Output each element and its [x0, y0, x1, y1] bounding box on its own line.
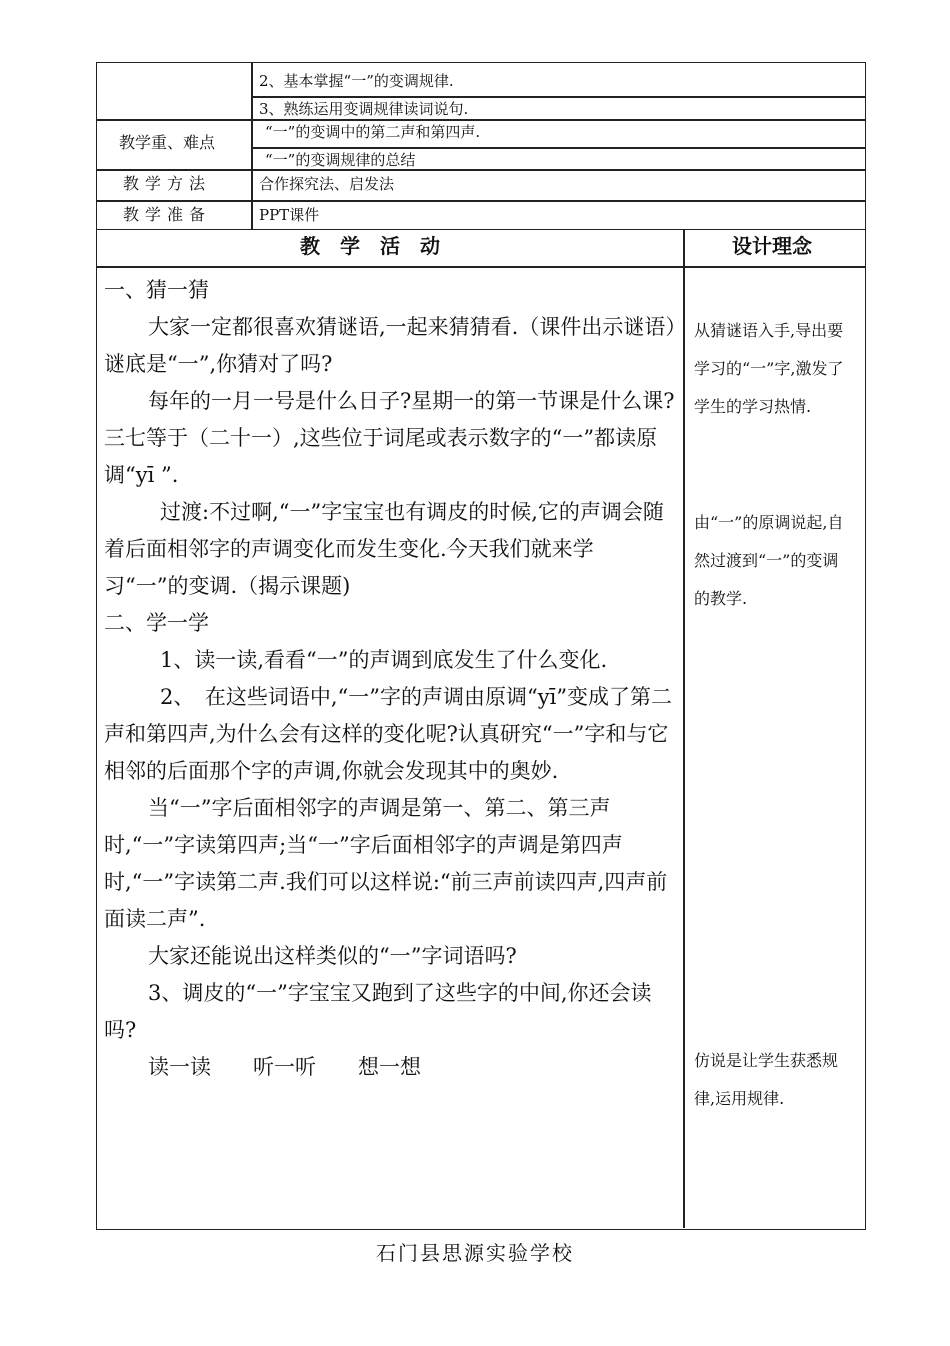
info-column-divider [251, 63, 253, 229]
rationale-note-text: 从猜谜语入手,导出要学习的“一”字,激发了学生的学习热情. [694, 321, 844, 416]
paragraph-activities: 读一读 听一听 想一想 [148, 1055, 421, 1079]
activity-header-divider [97, 266, 865, 268]
key-point-line-2: “一”的变调规律的总结 [265, 151, 416, 169]
goal-line-3: 3、熟练运用变调规律读词说句. [259, 100, 469, 118]
info-row-divider [97, 200, 865, 202]
paragraph-transition: 过渡:不过啊,“一”字宝宝也有调皮的时候,它的声调会随着后面相邻字的声调变化而发生变化.今天我们就来学习“一”的变调.（揭示课题) [104, 500, 664, 598]
section-heading-guess: 一、猜一猜 [104, 278, 209, 302]
paragraph-riddle: 大家一定都很喜欢猜谜语,一起来猜猜看.（课件出示谜语）谜底是“一”,你猜对了吗? [104, 315, 676, 376]
info-row-divider [252, 96, 865, 98]
rationale-note-1 [694, 312, 854, 426]
paragraph-examples: 大家还能说出这样类似的“一”字词语吗? [148, 944, 517, 968]
paragraph-original-tone: 每年的一月一号是什么日子?星期一的第一节课是什么课?三七等于（二十一）,这些位于词尾或表示数字的“一”都读原调“yī ”. [104, 389, 675, 487]
rationale-note-3 [694, 1042, 854, 1118]
rationale-header: 设计理念 [732, 234, 812, 258]
info-row-divider [97, 119, 865, 121]
paragraph-study: 2、 在这些词语中,“一”字的声调由原调“yī”变成了第二声和第四声,为什么会有这样的变化呢?认真研究“一”字和与它相邻的后面那个字的声调,你就会发现其中的奥妙. [104, 685, 673, 783]
prep-value: PPT课件 [259, 206, 320, 224]
section-heading-learn: 二、学一学 [104, 611, 209, 635]
info-row-divider [97, 169, 865, 171]
paragraph-read: 1、读一读,看看“一”的声调到底发生了什么变化. [160, 648, 608, 672]
lesson-info-table [96, 62, 866, 230]
prep-label: 教学准备 [123, 205, 212, 224]
method-label: 教学方法 [123, 174, 212, 193]
activity-content [104, 272, 676, 1086]
rationale-note-text: 仿说是让学生获悉规律,运用规律. [694, 1051, 839, 1108]
school-footer: 石门县思源实验学校 [376, 1241, 574, 1265]
paragraph-rule: 当“一”字后面相邻字的声调是第一、第二、第三声时,“一”字读第四声;当“一”字后面相邻字的声调是第四声时,“一”字读第二声.我们可以这样说:“前三声前读四声,四声前面读二声”. [104, 796, 668, 931]
goal-line-2: 2、基本掌握“一”的变调规律. [259, 72, 454, 90]
activity-header: 教 学 活 动 [300, 234, 440, 258]
paragraph-middle: 3、调皮的“一”字宝宝又跑到了这些字的中间,你还会读吗? [104, 981, 652, 1042]
method-value: 合作探究法、启发法 [259, 175, 395, 193]
rationale-note-2 [694, 504, 854, 618]
activity-column-divider [683, 230, 685, 1228]
rationale-note-text: 由“一”的原调说起,自然过渡到“一”的变调的教学. [694, 513, 844, 608]
key-points-label: 教学重、难点 [119, 133, 216, 152]
info-row-divider [252, 147, 865, 149]
key-point-line-1: “一”的变调中的第二声和第四声. [265, 123, 481, 141]
